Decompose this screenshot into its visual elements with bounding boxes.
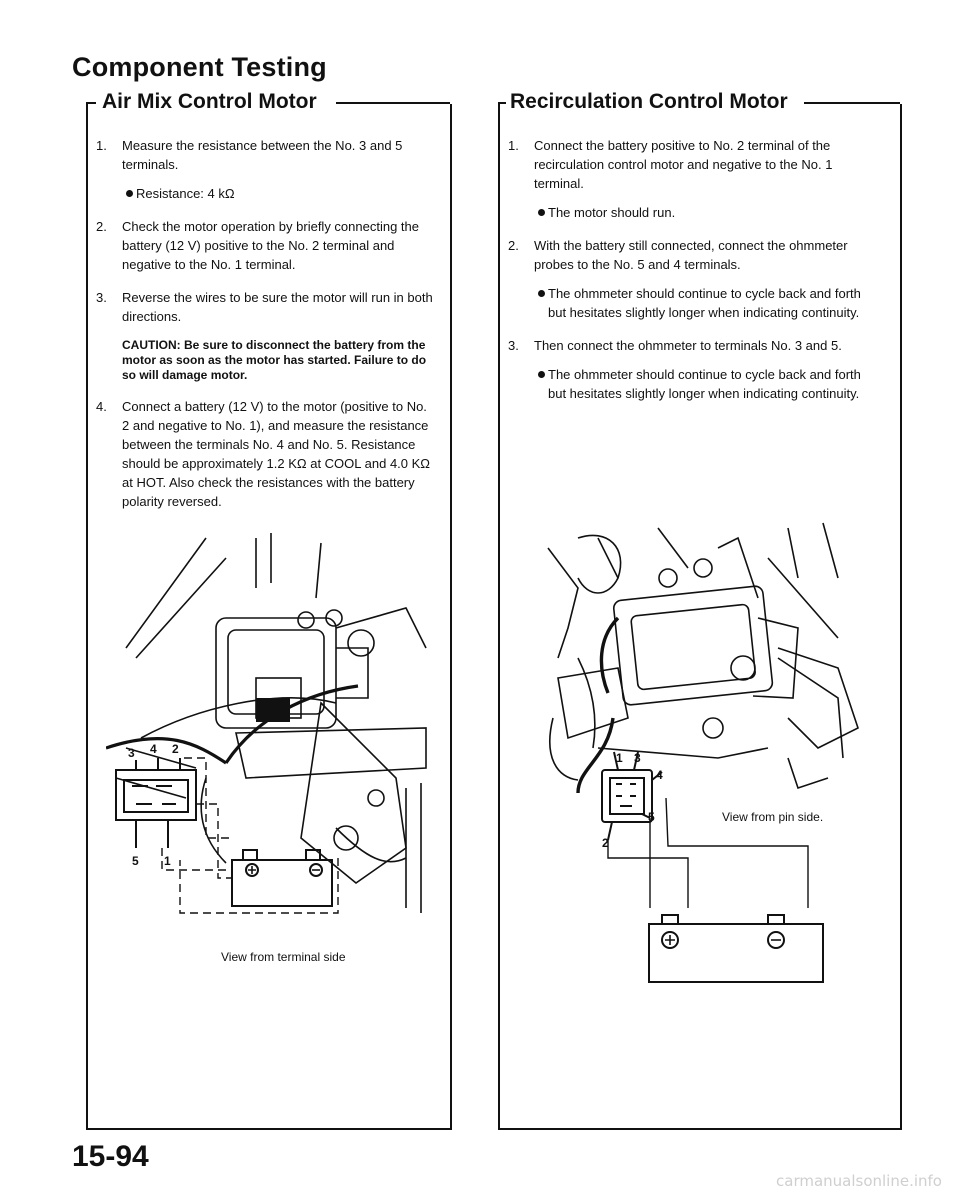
step-2: 2. Check the motor operation by briefly connecting the battery (12 V) positive to the No. 2 terminal and negative to the No. 1 terminal.	[96, 219, 420, 272]
recirculation-motor-illustration	[538, 518, 868, 908]
left-figure-caption: View from terminal side	[221, 950, 346, 964]
step-3: 3. Reverse the wires to be sure the motor will run in both directions.	[96, 290, 433, 324]
recirculation-instructions	[500, 136, 862, 417]
bullet-dot	[126, 190, 133, 197]
page-number: 15-94	[72, 1140, 149, 1173]
motor-run-bullet: The motor should run.	[500, 203, 862, 222]
right-figure-caption: View from pin side.	[722, 810, 824, 824]
bullet-dot	[538, 371, 545, 378]
ohmmeter-bullet-1: The ohmmeter should continue to cycle back and forth but hesitates slightly longer when indicating continuity.	[500, 284, 862, 322]
footer-watermark: carmanualsonline.info	[776, 1172, 942, 1190]
ohmmeter-bullet-2: The ohmmeter should continue to cycle back and forth but hesitates slightly longer when indicating continuity.	[500, 365, 862, 403]
pin-label-2: 2	[172, 742, 179, 756]
resistance-bullet: Resistance: 4 kΩ	[88, 184, 434, 203]
pin-label-5: 5	[132, 854, 139, 868]
battery-diagram	[648, 914, 824, 984]
caution-note: CAUTION: Be sure to disconnect the battery from the motor as soon as the motor has started. Failure to do so will damage motor.	[122, 338, 427, 382]
bullet-dot	[538, 209, 545, 216]
air-mix-motor-figure	[106, 528, 436, 968]
pin-label-4: 4	[150, 742, 157, 756]
air-mix-instructions	[88, 136, 434, 525]
step-2: 2. With the battery still connected, connect the ohmmeter probes to the No. 5 and 4 terminals.	[508, 238, 848, 272]
pin-label-1: 1	[164, 854, 171, 868]
pin-label-1: 1	[616, 751, 623, 765]
page-title: Component Testing	[72, 52, 327, 82]
step-1: 1. Connect the battery positive to No. 2 terminal of the recirculation control motor and negative to the No. 1 terminal.	[508, 138, 833, 191]
air-mix-section	[86, 88, 452, 1130]
step-1: 1. Measure the resistance between the No. 3 and 5 terminals.	[96, 138, 403, 172]
recirculation-motor-figure	[538, 518, 868, 908]
recirculation-section	[498, 88, 902, 1130]
bullet-dot	[538, 290, 545, 297]
pin-label-3: 3	[128, 746, 135, 760]
step-4: 4. Connect a battery (12 V) to the motor (positive to No. 2 and negative to No. 1), and measure the resistance between the terminals No. 4 and No. 5. Resistance should be approximately 1.2 KΩ at COOL and 4.0 KΩ at HOT. Also check the resistances with the battery polarity reversed.	[96, 399, 431, 509]
pin-label-3: 3	[634, 751, 641, 765]
recirculation-battery	[648, 914, 824, 984]
recirculation-heading: Recirculation Control Motor	[510, 90, 788, 113]
pin-label-5: 5	[648, 810, 655, 824]
air-mix-heading: Air Mix Control Motor	[102, 90, 317, 113]
pin-label-2: 2	[602, 836, 609, 850]
step-3: 3. Then connect the ohmmeter to terminals No. 3 and 5.	[508, 338, 842, 353]
pin-label-4: 4	[656, 768, 663, 782]
